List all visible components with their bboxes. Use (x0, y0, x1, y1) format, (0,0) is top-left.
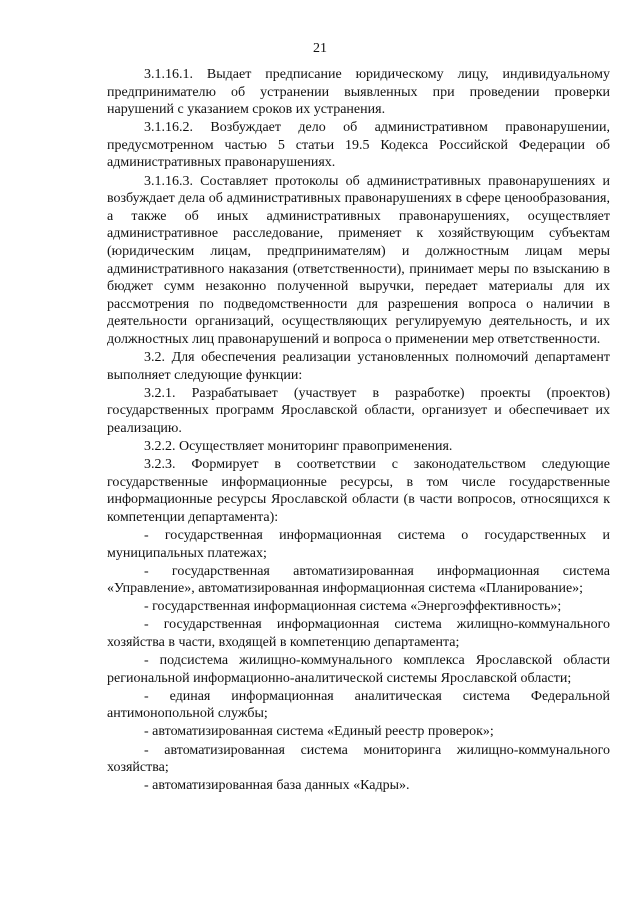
paragraph-3-1-16-2: 3.1.16.2. Возбуждает дело об административном правонарушении, предусмотренном частью 5 статьи 19.5 Кодекса Российской Федерации об административных правонарушениях. (107, 120, 610, 171)
paragraph-3-1-16-1: 3.1.16.1. Выдает предписание юридическому лицу, индивидуальному предпринимателю об устранении выявленных при проведении проверки нарушений с указанием сроков их устранения. (107, 67, 610, 118)
paragraph-3-2-2: 3.2.2. Осуществляет мониторинг правоприменения. (144, 438, 453, 454)
paragraph-3-2: 3.2. Для обеспечения реализации установленных полномочий департамент выполняет следующие функции: (107, 350, 610, 383)
paragraph-3-2-1: 3.2.1. Разрабатывает (участвует в разработке) проекты (проектов) государственных программ Ярославской области, организует и обеспечивает их реализацию. (107, 385, 610, 436)
list-item-payments-system: - государственная информационная система о государственных и муниципальных платежах; (107, 527, 610, 561)
list-item-personnel-database: - автоматизированная база данных «Кадры». (144, 778, 410, 794)
list-item-inspections-registry: - автоматизированная система «Единый реестр проверок»; (144, 724, 494, 740)
page-number: 21 (313, 41, 327, 56)
paragraph-3-2-3: 3.2.3. Формирует в соответствии с законодательством следующие государственные информационные ресурсы, в том числе государственные информационные ресурсы Ярославской области (в части вопросов, относящихся к компетенции департамента): (107, 457, 610, 525)
list-item-management-system: - государственная автоматизированная информационная система «Управление», автоматизированная информационная система «Планирование»; (107, 563, 610, 597)
document-body (107, 66, 610, 795)
list-item-housing-system: - государственная информационная система жилищно-коммунального хозяйства в части, входящей в компетенцию департамента; (107, 617, 610, 650)
list-item-energy-efficiency-system: - государственная информационная система «Энергоэффективность»; (144, 599, 562, 615)
paragraph-3-1-16-3: 3.1.16.3. Составляет протоколы об административных правонарушениях и возбуждает дела об административных правонарушениях в сфере ценообразования, а также об иных административных правонарушениях, осуществляет административное расследование, применяет к хозяйствующим субъектам (юридическим лицам, предпринимателям) и должностным лицам меры административного наказания (ответственности), принимает меры по взысканию в бюджет сумм незаконно полученной выручки, передает материалы для их рассмотрения по подведомственности для разрешения вопроса о наличии в деятельности организаций, осуществляющих регулируемую деятельность, и их должностных лиц правонарушений и вопроса о применении мер ответственности. (107, 173, 610, 347)
list-item-housing-monitoring: - автоматизированная система мониторинга жилищно-коммунального хозяйства; (107, 742, 610, 776)
list-item-antimonopoly-system: - единая информационная аналитическая система Федеральной антимонопольной службы; (107, 688, 610, 722)
list-item-housing-subsystem: - подсистема жилищно-коммунального комплекса Ярославской области региональной информационно-аналитической системы Ярославской области; (107, 653, 610, 686)
